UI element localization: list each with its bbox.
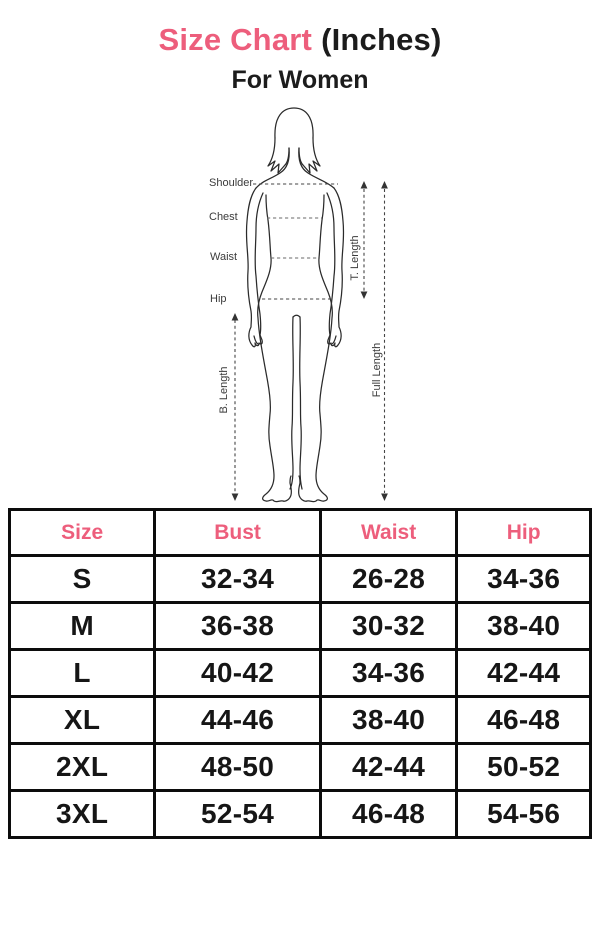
cell-bust: 32-34 [155,556,321,603]
page-subtitle: For Women [231,66,369,94]
cell-bust: 52-54 [155,791,321,838]
cell-bust: 48-50 [155,744,321,791]
table-row [10,556,591,603]
cell-hip: 42-44 [457,650,591,697]
table-row [10,697,591,744]
cell-waist: 30-32 [320,603,457,650]
page-title-highlight: Size Chart [158,22,313,57]
woman-figure-illustration [0,95,600,508]
cell-waist: 34-36 [320,650,457,697]
shoulder-label: Shoulder [209,177,254,189]
cell-bust: 40-42 [155,650,321,697]
b-length-label: B. Length [218,366,230,414]
page-title [0,24,600,55]
cell-waist: 26-28 [320,556,457,603]
cell-size: XL [10,697,155,744]
column-header-waist: Waist [320,510,457,556]
table-row [10,603,591,650]
cell-hip: 38-40 [457,603,591,650]
size-chart-table [8,508,592,839]
cell-size: L [10,650,155,697]
t-length-label: T. Length [349,235,361,281]
table-row [10,744,591,791]
cell-bust: 36-38 [155,603,321,650]
cell-size: 3XL [10,791,155,838]
cell-hip: 54-56 [457,791,591,838]
waist-label: Waist [210,251,238,263]
cell-hip: 46-48 [457,697,591,744]
table-row [10,650,591,697]
cell-waist: 42-44 [320,744,457,791]
column-header-size: Size [10,510,155,556]
cell-size: 2XL [10,744,155,791]
cell-bust: 44-46 [155,697,321,744]
column-header-hip: Hip [457,510,591,556]
full-length-label: Full Length [371,342,383,398]
table-header-row [10,510,591,556]
measurement-diagram [0,95,600,508]
column-header-bust: Bust [155,510,321,556]
cell-waist: 38-40 [320,697,457,744]
hip-label: Hip [210,293,227,305]
cell-hip: 34-36 [457,556,591,603]
cell-size: M [10,603,155,650]
cell-size: S [10,556,155,603]
page-title-units: (Inches) [321,22,442,57]
cell-waist: 46-48 [320,791,457,838]
table-row [10,791,591,838]
chest-label: Chest [209,211,238,223]
cell-hip: 50-52 [457,744,591,791]
